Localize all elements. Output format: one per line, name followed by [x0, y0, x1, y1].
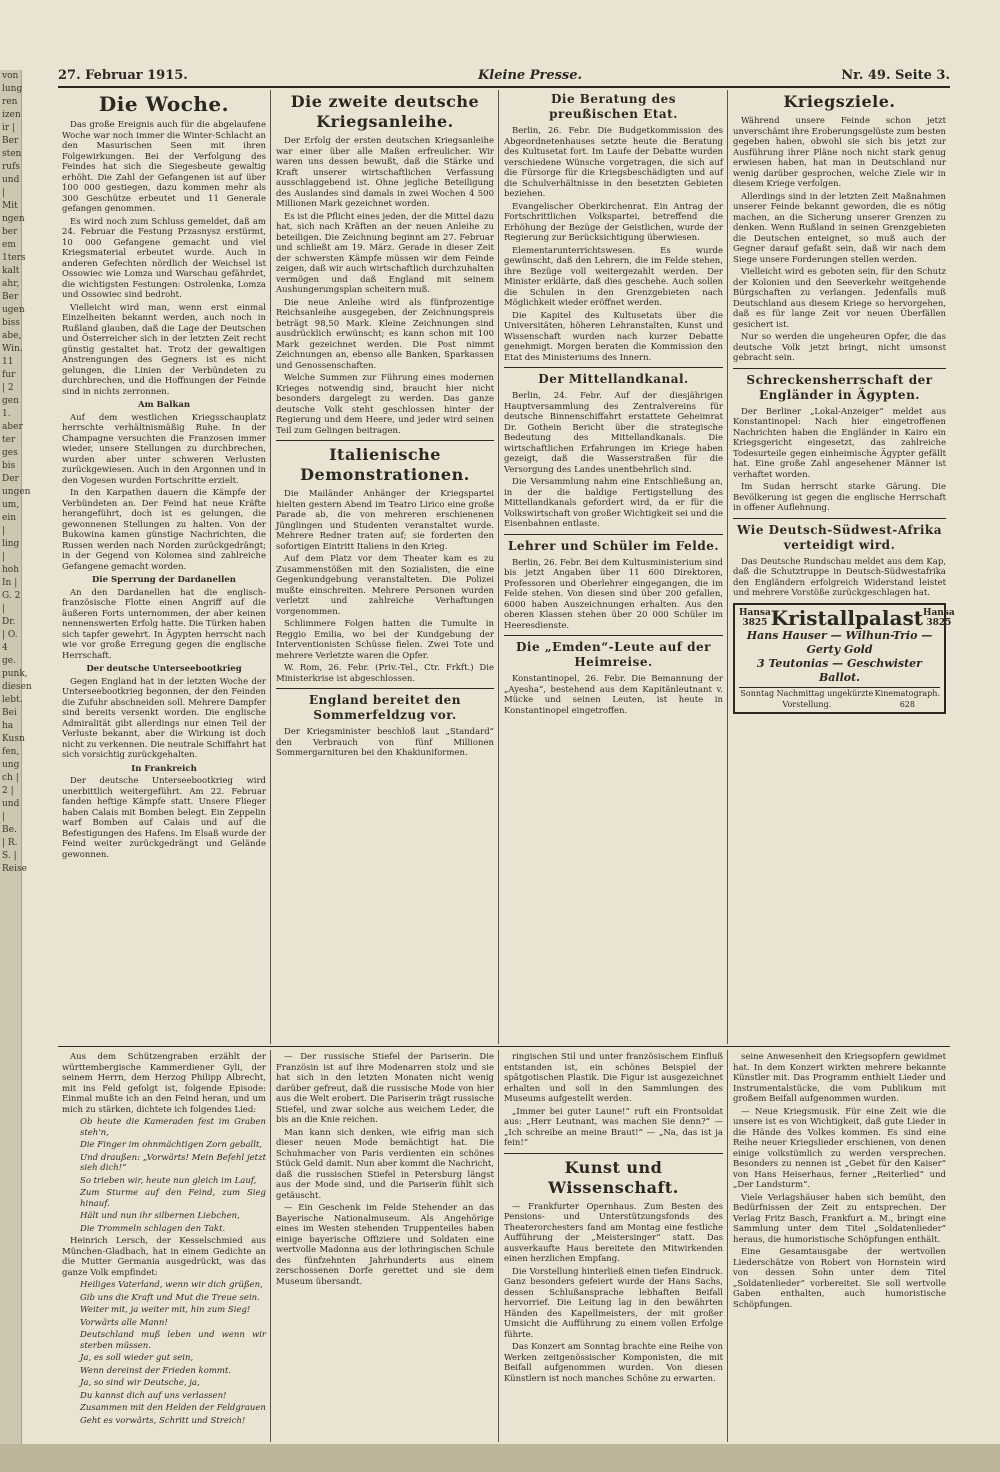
article-rule [276, 440, 494, 441]
article-title-england-sommerfeldzug: England bereitet den Sommerfeldzug vor. [308, 693, 462, 722]
column-rule [270, 90, 271, 1044]
ad-acts-line-1: Hans Hauser — Wilhun-Trio — Gerty Gold [746, 628, 933, 656]
paragraph: In den Karpathen dauern die Kämpfe der Verbündeten an. Der Feind hat neue Kräfte herangeführt, doch ist es gelungen, die gewonnenen Stellungen zu halten. Von der Bukowina kamen günstige Nachrichten, die Russen werden nach Norden zurückgedrängt; in der Gegend von Kolomea sind zahlreiche Gefangene gemacht worden. [62, 488, 266, 572]
paragraph: — Ein Geschenk im Felde Stehender an das Bayerische Nationalmuseum. Als Angehörige eines im Westen stehenden Truppenteiles haben einige bayerische Offiziere und Soldaten eine wertvolle Madonna aus der lothringischen Schule des fünfzehnten Jahrhunderts aus einem zerschossenen Dorfe gerettet und sie dem Museum übersandt. [276, 1203, 494, 1287]
paragraph: Es wird noch zum Schluss gemeldet, daß am 24. Februar die Festung Przasnysz erstürmt, 10 000 Gefangene gemacht und viel Kriegsmaterial erbeutet wurde. Auch in anderen Gefechten nördlich der Weichsel ist Ossowiec wie Lomza und Warschau gefährdet, die wichtigsten Festungen: Ostrolenka, Lomza und Ossowiec sind bedroht. [62, 216, 266, 300]
poem-line: Und draußen: „Vorwärts! Mein Befehl jetzt sieh dich!“ [80, 1152, 266, 1173]
header-page-number: Nr. 49. Seite 3. [841, 68, 950, 83]
paragraph: Es ist die Pflicht eines jeden, der die Mittel dazu hat, sich nach Kräften an der neuen Anleihe zu beteiligen. Die Zeichnung beginnt am 27. Februar und schließt am 19. März. Gerade in dieser Zeit der schwersten Kämpfe müssen wir dem Feinde zeigen, daß wir auch wirtschaftlich durchzuhalten vermögen und daß England mit seinem Aushungerungsplan scheitern muß. [276, 211, 494, 295]
poem-line: Geht es vorwärts, Schritt und Streich! [80, 1415, 246, 1426]
ad-footer-right: Kinematograph. 628 [874, 688, 940, 709]
poem-line: Weiter mit, ja weiter mit, hin zum Sieg! [80, 1305, 251, 1315]
paragraph: Die Kapitel des Kultusetats über die Universitäten, höheren Lehranstalten, Kunst und Wissenschaft wurden nach kurzer Debatte genehmigt. Morgen beraten die Kommission den Etat des Ministeriums des Innern. [504, 310, 723, 363]
ad-venue-name: Kristallpalast [770, 605, 923, 630]
article-title-preussischer-etat: Die Beratung des preußischen Etat. [549, 92, 678, 121]
paragraph: Vielleicht wird es geboten sein, für den Schutz der Kolonien und den Seeverkehr weitgehende Bürgschaften zu verlangen. Jedenfalls muß Deutschland aus diesem Kriege so hervorgehen, daß es für lange Zeit vor neuen Überfällen gesichert ist. [733, 267, 946, 330]
paragraph: Evangelischer Oberkirchenrat. Ein Antrag der Fortschrittlichen Volkspartei, betreffend die Erhöhung der Bezüge der Geistlichen, wurde der Regierung zur Berücksichtigung überwiesen. [504, 201, 723, 243]
paragraph: Die neue Anleihe wird als fünfprozentige Reichsanleihe ausgegeben, der Zeichnungspreis beträgt 98,50 Mark. Kleine Zeichnungen sind ausdrücklich erwünscht; es kann schon mit 100 Mark gezeichnet werden. Die Post nimmt Zeichnungen an, ebenso alle Banken, Sparkassen und Genossenschaften. [276, 297, 494, 371]
page-bottom-edge [0, 1444, 1000, 1472]
paragraph: „Immer bei guter Laune!“ ruft ein Frontsoldat aus: „Herr Leutnant, was machen Sie denn?“ — „Ich schreibe an meine Braut!“ — „Na, das ist ja fein!“ [504, 1106, 723, 1148]
article-rule [276, 688, 494, 689]
poem-line: Zum Sturme auf den Feind, zum Sieg hinauf. [80, 1188, 266, 1209]
paragraph: Berlin, 24. Febr. Auf der diesjährigen Hauptversammlung des Zentralvereins für deutsche Binnenschiffahrt erstattete Geheimrat Dr. Gothein Bericht über die strategische Bedeutung des Mittellandkanals. Die wirtschaftlichen Erfahrungen im Kriege haben gezeigt, daß die Wasserstraßen für die Versorgung des Landes unentbehrlich sind. [504, 391, 723, 475]
paragraph: Die Versammlung nahm eine Entschließung an, in der die baldige Fertigstellung des Mittellandkanals gefordert wird, da er für die Volkswirtschaft von großer Wichtigkeit sei und die Eisenbahnen entlaste. [504, 477, 723, 529]
paragraph: An den Dardanellen hat die englisch-französische Flotte einen Angriff auf die äußeren Forts unternommen, der aber keinen nennenswerten Erfolg hatte. Die Türken haben sich tapfer gewehrt. In Ägypten herrscht nach wie vor große Erregung gegen die englische Herrschaft. [62, 587, 266, 661]
ad-footer-note: Sonntag Nachmittag ungekürzte Vorstellung. [740, 688, 874, 709]
article-rule [504, 534, 723, 535]
article-title-italienische-demonstrationen: Italienische Demonstrationen. [300, 445, 470, 484]
poem-line: Wenn dereinst der Frieden kommt. [80, 1365, 232, 1376]
poem-line: Die Finger im ohnmächtigen Zorn geballt, [80, 1140, 263, 1150]
lower-column-2 [272, 1052, 498, 1442]
paragraph: Im Sudan herrscht starke Gärung. Die Bevölkerung ist gegen die englische Herrschaft in offener Auflehnung. [733, 482, 946, 513]
ad-phone-right: Hansa 3825 [922, 607, 955, 628]
paragraph: ringischen Stil und unter französischem Einfluß entstanden ist, ein schönes Beispiel der spätgotischen Plastik. Die Figur ist ausgezeichnet erhalten und soll in den Sammlungen des Museums aufgestellt werden. [504, 1052, 723, 1104]
header-date: 27. Februar 1915. [58, 68, 188, 83]
header-paper-name: Kleine Presse. [478, 68, 583, 83]
column-rule [727, 90, 728, 1044]
paragraph: Nur so werden die ungeheuren Opfer, die das deutsche Volk jetzt bringt, nicht umsonst gebracht sein. [733, 332, 946, 363]
section-rule [58, 1046, 950, 1047]
paragraph: Berlin, 26. Febr. Bei dem Kultusministerium sind bis jetzt Angaben über 11 600 Direktoren, Professoren und Oberlehrer eingegangen, die im Felde stehen. Von diesen sind über 200 gefallen, 6000 haben Auszeichnungen erhalten. Aus den oberen Klassen stehen über 20 000 Schüler im Heeresdienste. [504, 557, 723, 631]
paragraph: Das Deutsche Rundschau meldet aus dem Kap, daß die Schutztruppe in Deutsch-Südwestafrika den Engländern erfolgreich Widerstand leistet und mehrere Vorstöße zurückgeschlagen hat. [733, 556, 946, 598]
lower-column-1 [58, 1052, 270, 1442]
column-3 [500, 90, 727, 1044]
paragraph: Eine Gesamtausgabe der wertvollen Liederschätze von Robert von Hornstein wird von dessen Sohn unter dem Titel „Soldatenlieder“ vorbereitet. Sie soll wertvolle Gaben enthalten, auch humoristische Schöpfungen. [733, 1247, 946, 1310]
article-rule [504, 635, 723, 636]
paragraph: Gegen England hat in der letzten Woche der Unterseebootkrieg begonnen, der den Feinden die Zufuhr abschneiden soll. Mehrere Dampfer sind bereits versenkt worden. Die englische Admiralität gibt allerdings nur einen Teil der Verluste bekannt, aber die Wirkung ist doch nicht zu verkennen. Die neutrale Schiffahrt hat sich vorsichtig zurückgehalten. [62, 676, 266, 760]
poem-line: Heiliges Vaterland, wenn wir dich grüßen, [80, 1280, 263, 1290]
article-title-emden-leute: Die „Emden“-Leute auf der Heimreise. [516, 640, 711, 669]
column-rule [498, 90, 499, 1044]
telegram: W. Rom, 26. Febr. (Priv.-Tel., Ctr. Frkft.) Die Ministerkrise ist abgeschlossen. [276, 663, 494, 684]
paragraph: Der Berliner „Lokal-Anzeiger“ meldet aus Konstantinopel: Nach hier eingetroffenen Nachrichten haben die Engländer in Kairo ein Kriegsgericht eingesetzt, das zahlreiche Todesurteile gegen einheimische Ägypter gefällt hat. Eine große Zahl angesehener Männer ist verhaftet worden. [733, 406, 946, 480]
subheading: In Frankreich [131, 763, 197, 774]
column-rule [270, 1050, 271, 1442]
paragraph: — Frankfurter Opernhaus. Zum Besten des Pensions- und Unterstützungsfonds des Theaterorchesters fand am Montag eine festliche Aufführung der „Meistersinger“ statt. Das ausverkaufte Haus bereitete den Mitwirkenden einen herzlichen Empfang. [504, 1201, 723, 1264]
article-rule [733, 368, 946, 369]
article-title-aegypten: Schreckensherrschaft der Engländer in Ägypten. [746, 372, 933, 402]
column-rule [498, 1050, 499, 1442]
paragraph: Aus dem Schützengraben erzählt der württembergische Kammerdiener Gyli, der seinem Herrn, dem Herzog Philipp Albrecht, mit ins Feld gefolgt ist, folgende Episode: Einmal mußte ich an den Feind heran, und um mich zu stärken, dichtete ich folgendes Lied: [62, 1052, 266, 1115]
paragraph: Man kann sich denken, wie eifrig man sich dieser neuen Mode bemächtigt hat. Die Schuhmacher von Paris verdienten ein schönes Stück Geld damit. Nun aber kommt die Nachricht, daß die russischen Stiefel in Petersburg längst aus der Mode sind, und die Pariserin fühlt sich getäuscht. [276, 1127, 494, 1201]
advertisement-kristallpalast [733, 603, 955, 714]
paragraph: Schlimmere Folgen hatten die Tumulte in Reggio Emilia, wo bei der Kundgebung der Interventionisten Schüsse fielen. Zwei Tote und mehrere Verletzte waren die Opfer. [276, 619, 494, 661]
paragraph: Während unsere Feinde schon jetzt unverschämt ihre Eroberungsgelüste zum besten gegeben haben, obwohl sie sich bis jetzt zur Ausführung ihrer Pläne noch nicht stark genug erwiesen haben, hat man in Deutschland nur wenig darüber gesprochen, welche Ziele wir in diesem Kriege verfolgen. [733, 116, 946, 189]
paragraph: Elementarunterrichtswesen. Es wurde gewünscht, daß den Lehrern, die im Felde stehen, ihre Bezüge voll weitergezahlt werden. Der Minister erklärte, daß dies geschehe. Auch sollen die Schulen in den Grenzgebieten nach Möglichkeit wieder eröffnet werden. [504, 245, 723, 308]
article-title-kunst-wissenschaft: Kunst und Wissenschaft. [548, 1157, 679, 1197]
column-4 [729, 90, 955, 1044]
paragraph: Viele Verlagshäuser haben sich bemüht, den Bedürfnissen der Zeit zu entsprechen. Der Verlag Fritz Basch, Frankfurt a. M., bringt eine Sammlung unter dem Titel „Soldatenlieder“ heraus, die humoristische Schöpfungen enthält. [733, 1192, 946, 1245]
article-title-die-woche: Die Woche. [98, 92, 230, 116]
column-rule [727, 1050, 728, 1442]
article-title-lehrer-schueler: Lehrer und Schüler im Felde. [507, 538, 720, 553]
subheading: Die Sperrung der Dardanellen [92, 575, 236, 585]
ad-acts-line-2: 3 Teutonias — Geschwister Ballot. [757, 656, 922, 684]
column-2 [272, 90, 498, 1044]
article-rule [504, 367, 723, 368]
subheading: Am Balkan [137, 400, 191, 410]
paragraph: Das Konzert am Sonntag brachte eine Reihe von Werken zeitgenössischer Komponisten, die mit Beifall aufgenommen wurden. Von diesen Künstlern ist noch manches Schöne zu erwarten. [504, 1342, 723, 1384]
poem-line: Deutschland muß leben und wenn wir sterben müssen. [80, 1330, 266, 1351]
paragraph: Berlin, 26. Febr. Die Budgetkommission des Abgeordnetenhauses setzte heute die Beratung des Kultusetat fort. Im Laufe der Debatte wurden verschiedene Wünsche vorgetragen, die sich auf die Fürsorge für die Kriegsbeschädigten und auf die Schulverhältnisse in den besetzten Gebieten beziehen. [504, 126, 723, 199]
paragraph: Heinrich Lersch, der Kesselschmied aus München-Gladbach, hat in einem Gedichte an die Mutter Germania ausgedrückt, was das ganze Volk empfindet: [62, 1236, 266, 1278]
poem-line: Ja, es soll wieder gut sein, [80, 1353, 194, 1363]
poem-line: So trieben wir, heute nun gleich im Lauf, [80, 1175, 257, 1186]
article-title-kriegsziele: Kriegsziele. [783, 92, 896, 111]
lower-column-3 [500, 1052, 727, 1442]
poem-line: Gib uns die Kraft und Mut die Treue sein. [80, 1292, 260, 1303]
paragraph: Auf dem Platz vor dem Theater kam es zu Zusammenstößen mit den Sozialisten, die eine Gegenkundgebung veranstalteten. Die Polizei mußte einschreiten. Mehrere Personen wurden verletzt und zahlreiche Verhaftungen vorgenommen. [276, 554, 494, 617]
article-title-mittellandkanal: Der Mittellandkanal. [538, 372, 689, 386]
paragraph: seine Anwesenheit den Kriegsopfern gewidmet hat. In dem Konzert wirkten mehrere bekannte Künstler mit. Das Programm enthielt Lieder und Instrumentalstücke, die vom Publikum mit großem Beifall aufgenommen wurden. [733, 1052, 946, 1104]
poem-line: Hält und nun ihr silbernen Liebchen, [80, 1211, 240, 1221]
paragraph: Der Kriegsminister beschloß laut „Standard“ den Verbrauch von fünf Millionen Sommergarnituren bei den Khakiuniformen. [276, 727, 494, 758]
ad-phone-left: Hansa 3825 [739, 607, 771, 628]
paragraph: Das große Ereignis auch für die abgelaufene Woche war noch immer die Winter-Schlacht an den Masurischen Seen mit ihren Folgewirkungen. Bei der Verfolgung des Feindes hat sich die Siegesbeute gewaltig erhöht. Die Zahl der Gefangenen ist auf über 100 000 gestiegen, dazu kommen mehr als 300 Geschütze erbeutet und 11 Generale gefangen genommen. [62, 120, 266, 214]
paragraph: Welche Summen zur Führung eines modernen Krieges notwendig sind, braucht hier nicht besonders dargelegt zu werden. Das ganze deutsche Volk steht geschlossen hinter der Regierung und dem Heere, und jeder wird seinen Teil zum Gelingen beitragen. [276, 373, 494, 436]
poem-line: Zusammen mit den Helden der Feldgrauen [80, 1403, 266, 1413]
paragraph: Der Erfolg der ersten deutschen Kriegsanleihe war einer über alle Maßen erfreulicher. Wir waren uns dessen bewußt, daß die Stärke und Kraft unserer wirtschaftlichen Verfassung ausschlaggebend ist. Ohne jegliche Beteiligung des Auslandes sind damals in zwei Wochen 4 500 Millionen Mark gezeichnet worden. [276, 136, 494, 209]
paragraph: Auf dem westlichen Kriegsschauplatz herrschte verhältnismäßig Ruhe. In der Champagne versuchten die Franzosen immer wieder, unsere Stellungen zu durchbrechen, wurden aber unter schweren Verlusten zurückgewiesen. Auch in den Argonnen und in den Vogesen wurden Fortschritte erzielt. [62, 412, 266, 486]
poem-line: Ja, so sind wir Deutsche, ja, [80, 1378, 200, 1388]
paragraph: Die Vorstellung hinterließ einen tiefen Eindruck. Ganz besonders gefeiert wurde der Hans Sachs, dessen Schlußansprache lebhaften Beifall hervorrief. Die Leitung lag in den bewährten Händen des Kapellmeisters, der mit großer Umsicht die Aufführung zu einem vollen Erfolge führte. [504, 1266, 723, 1340]
lower-column-4 [729, 1052, 950, 1442]
paragraph: — Neue Kriegsmusik. Für eine Zeit wie die unsere ist es von Wichtigkeit, daß gute Lieder in die Hände des Volkes kommen. Es sind eine Reihe neuer Kriegslieder erschienen, von denen einige volkstümlich zu werden versprechen. Besonders zu nennen ist „Gebet für den Kaiser“ von Hans Heiserhaus, ferner „Reiterlied“ und „Der Landsturm“. [733, 1106, 946, 1190]
paragraph: Der deutsche Unterseebootkrieg wird unerbittlich weitergeführt. Am 22. Februar fanden heftige Kämpfe statt. Unsere Flieger haben Calais mit Bomben belegt. Ein Zeppelin warf Bomben auf Calais und auf die Befestigungen des Hafens. Im Elsaß wurde der Feind weiter zurückgedrängt und Gelände gewonnen. [62, 776, 266, 860]
page-header [58, 68, 950, 88]
poem-line: Vorwärts alle Mann! [80, 1317, 168, 1328]
previous-page-margin: von lung ren izen ir | Ber sten rufs und | Mit ngen ber em 1ters kalt ahr, Ber ugen biss abe, Win. 11 fur | 2 gen 1. aber ter ges bis Der ungen um, ein | ling | hoh In | G. 2 | Dr. | O. 4 ge. punk, diesen lebt. Bei ha Kusn fen, ung ch | 2 | und | Be. | R. S. | Reise [0, 70, 22, 1460]
article-title-suedwest-afrika: Wie Deutsch-Südwest-Afrika verteidigt wird. [737, 522, 942, 552]
article-title-kriegsanleihe: Die zweite deutsche Kriegsanleihe. [290, 92, 480, 131]
subheading: Der deutsche Unterseebootkrieg [86, 664, 242, 674]
paragraph: Allerdings sind in der letzten Zeit Maßnahmen unserer Feinde bekannt geworden, die es nötig machen, an die Sicherung unserer Grenzen zu denken. Wenn Rußland in seinen Grenzgebieten die Deutschen enteignet, so muß auch der Gegner darauf gefaßt sein, daß wir nach dem Siege unsere Forderungen stellen werden. [733, 191, 946, 265]
article-rule [733, 518, 946, 519]
poem-line: Die Trommeln schlagen den Takt. [80, 1223, 226, 1234]
column-1 [58, 90, 270, 1044]
paragraph: Konstantinopel, 26. Febr. Die Bemannung der „Ayesha“, bestehend aus dem Kapitänleutnant v. Mücke und seinen Leuten, ist heute in Konstantinopel eingetroffen. [504, 674, 723, 716]
poem-line: Ob heute die Kameraden fest im Graben steh'n, [80, 1117, 266, 1138]
paragraph: — Der russische Stiefel der Pariserin. Die Französin ist auf ihre Modenarren stolz und sie hat sich in den letzten Monaten nicht wenig darüber gefreut, daß die russische Mode von hier aus die Welt erobert. Die Pariserin trägt russische Stiefel, und zwar solche aus weichem Leder, die bis an die Knie reichen. [276, 1052, 494, 1125]
poem-line: Du kannst dich auf uns verlassen! [80, 1390, 227, 1401]
article-rule [504, 1153, 723, 1154]
paragraph: Die Mailänder Anhänger der Kriegspartei hielten gestern Abend im Teatro Lirico eine große Parade ab, die von mehreren erschienenen Jünglingen und Studenten veranstaltet wurde. Mehrere Redner traten auf; sie forderten den sofortigen Eintritt Italiens in den Krieg. [276, 489, 494, 552]
paragraph: Vielleicht wird man, wenn erst einmal Einzelheiten bekannt werden, auch noch in Rußland glauben, daß die Lage der Deutschen und Österreicher sich in der letzten Zeit recht günstig gestaltet hat. Trotz der gewaltigen Anstrengungen des Gegners ist es nicht gelungen, die Linien der Verbündeten zu durchbrechen, und die Hoffnungen der Feinde sind in nichts zerronnen. [62, 302, 266, 397]
